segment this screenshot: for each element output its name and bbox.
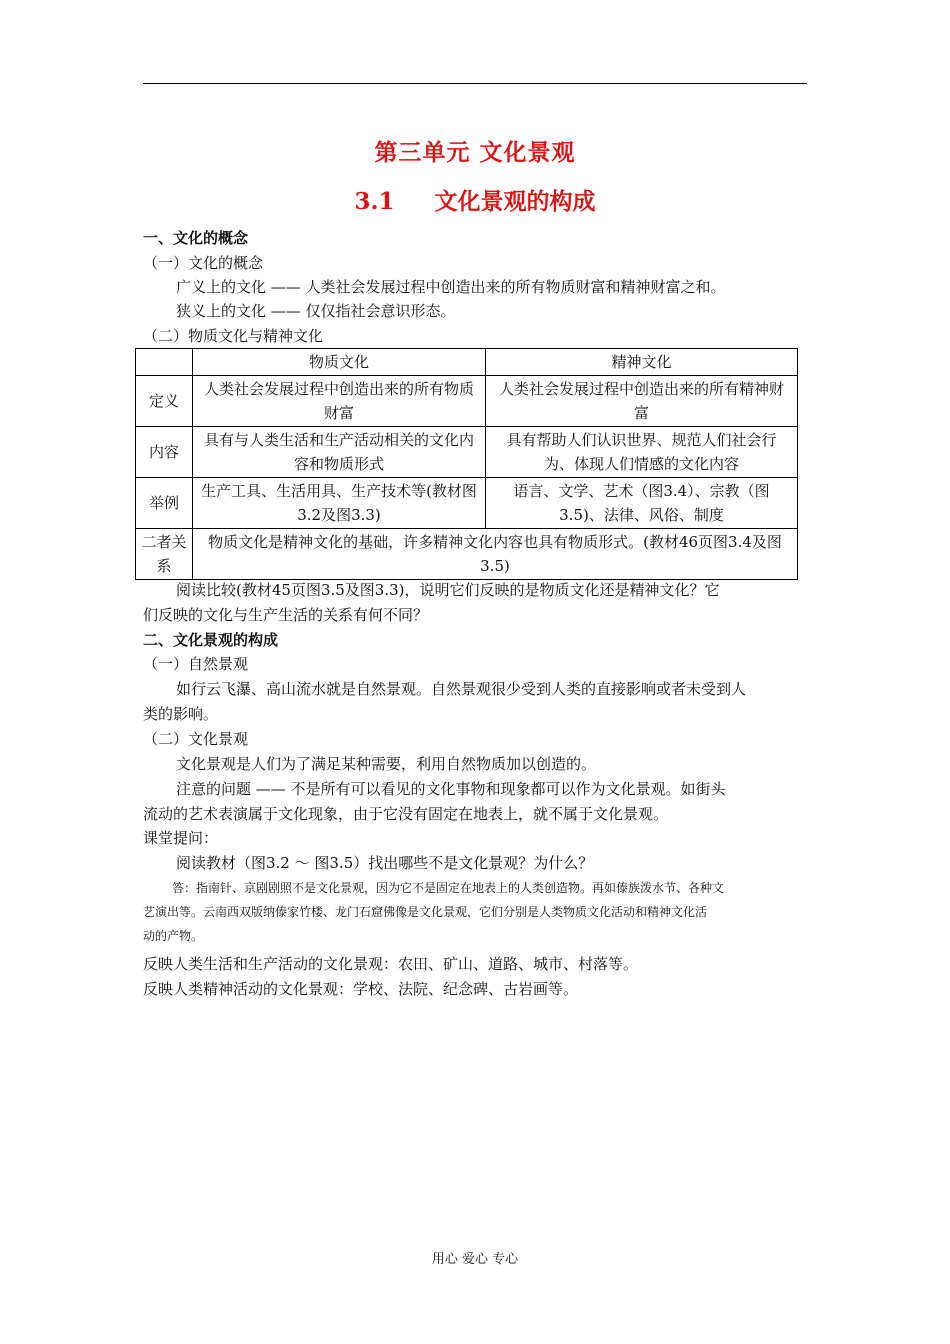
subheading-material-spiritual: （二）物质文化与精神文化 — [143, 327, 324, 345]
reflect-spiritual-landscapes: 反映人类精神活动的文化景观：学校、法院、纪念碑、古岩画等。 — [143, 980, 579, 998]
table-cell: 人类社会发展过程中创造出来的所有精神财富 — [486, 376, 798, 427]
section-number: 3.1 — [354, 188, 395, 215]
subheading-cultural-landscape: （二）文化景观 — [143, 730, 249, 748]
unit-title: 第三单元 文化景观 — [374, 139, 576, 166]
narrow-definition: 狭义上的文化 —— 仅仅指社会意识形态。 — [176, 302, 456, 320]
table-header-cell — [136, 349, 193, 376]
reading-question-line1: 阅读比较(教材45页图3.5及图3.3)，说明它们反映的是物质文化还是精神文化？它 — [176, 581, 720, 599]
table-cell: 语言、文学、艺术（图3.4）、宗教（图3.5)、法律、风俗、制度 — [486, 478, 798, 529]
table-cell: 具有帮助人们认识世界、规范人们社会行为、体现人们情感的文化内容 — [486, 427, 798, 478]
classroom-question: 阅读教材（图3.2 ～ 图3.5）找出哪些不是文化景观？为什么？ — [176, 854, 594, 872]
row-label: 内容 — [136, 427, 193, 478]
cultural-landscape-definition: 文化景观是人们为了满足某种需要，利用自然物质加以创造的。 — [176, 755, 597, 773]
section-title-text: 文化景观的构成 — [434, 188, 596, 215]
row-label: 举例 — [136, 478, 193, 529]
classroom-question-label: 课堂提问： — [143, 829, 219, 847]
table-cell: 具有与人类生活和生产活动相关的文化内容和物质形式 — [193, 427, 486, 478]
table-row — [136, 478, 798, 529]
comparison-table — [135, 348, 798, 580]
heading-culture-concept: 一、文化的概念 — [143, 229, 249, 247]
table-cell: 人类社会发展过程中创造出来的所有物质财富 — [193, 376, 486, 427]
section-title — [0, 183, 950, 216]
table-row — [136, 529, 798, 580]
answer-line3: 动的产物。 — [143, 929, 204, 943]
table-header-cell: 物质文化 — [193, 349, 486, 376]
natural-landscape-line1: 如行云飞瀑、高山流水就是自然景观。自然景观很少受到人类的直接影响或者未受到人 — [176, 680, 747, 698]
row-label: 定义 — [136, 376, 193, 427]
reading-question-line2: 们反映的文化与生产生活的关系有何不同？ — [143, 606, 429, 624]
header-rule — [143, 83, 807, 84]
row-label: 二者关系 — [136, 529, 193, 580]
subheading-natural-landscape: （一）自然景观 — [143, 655, 249, 673]
heading-landscape-composition: 二、文化景观的构成 — [143, 631, 279, 649]
table-row — [136, 376, 798, 427]
table-cell: 生产工具、生活用具、生产技术等(教材图3.2及图3.3) — [193, 478, 486, 529]
natural-landscape-line2: 类的影响。 — [143, 705, 219, 723]
broad-definition: 广义上的文化 —— 人类社会发展过程中创造出来的所有物质财富和精神财富之和。 — [176, 278, 726, 296]
page-footer: 用心 爱心 专心 — [431, 1252, 519, 1267]
table-header-row — [136, 349, 798, 376]
table-row — [136, 427, 798, 478]
table-cell: 物质文化是精神文化的基础，许多精神文化内容也具有物质形式。(教材46页图3.4及图3.5) — [193, 529, 798, 580]
answer-line2: 艺演出等。云南西双版纳傣家竹楼、龙门石窟佛像是文化景观，它们分别是人类物质文化活动和精神文化活 — [143, 905, 708, 919]
subheading-culture-concept: （一）文化的概念 — [143, 254, 264, 272]
answer-line1: 答：指南针、京剧剧照不是文化景观，因为它不是固定在地表上的人类创造物。再如傣族泼水节、各种文 — [172, 881, 725, 895]
note-line1: 注意的问题 —— 不是所有可以看见的文化事物和现象都可以作为文化景观。如街头 — [176, 780, 726, 798]
note-line2: 流动的艺术表演属于文化现象，由于它没有固定在地表上，就不属于文化景观。 — [143, 805, 669, 823]
reflect-production-landscapes: 反映人类生活和生产活动的文化景观：农田、矿山、道路、城市、村落等。 — [143, 955, 639, 973]
table-header-cell: 精神文化 — [486, 349, 798, 376]
